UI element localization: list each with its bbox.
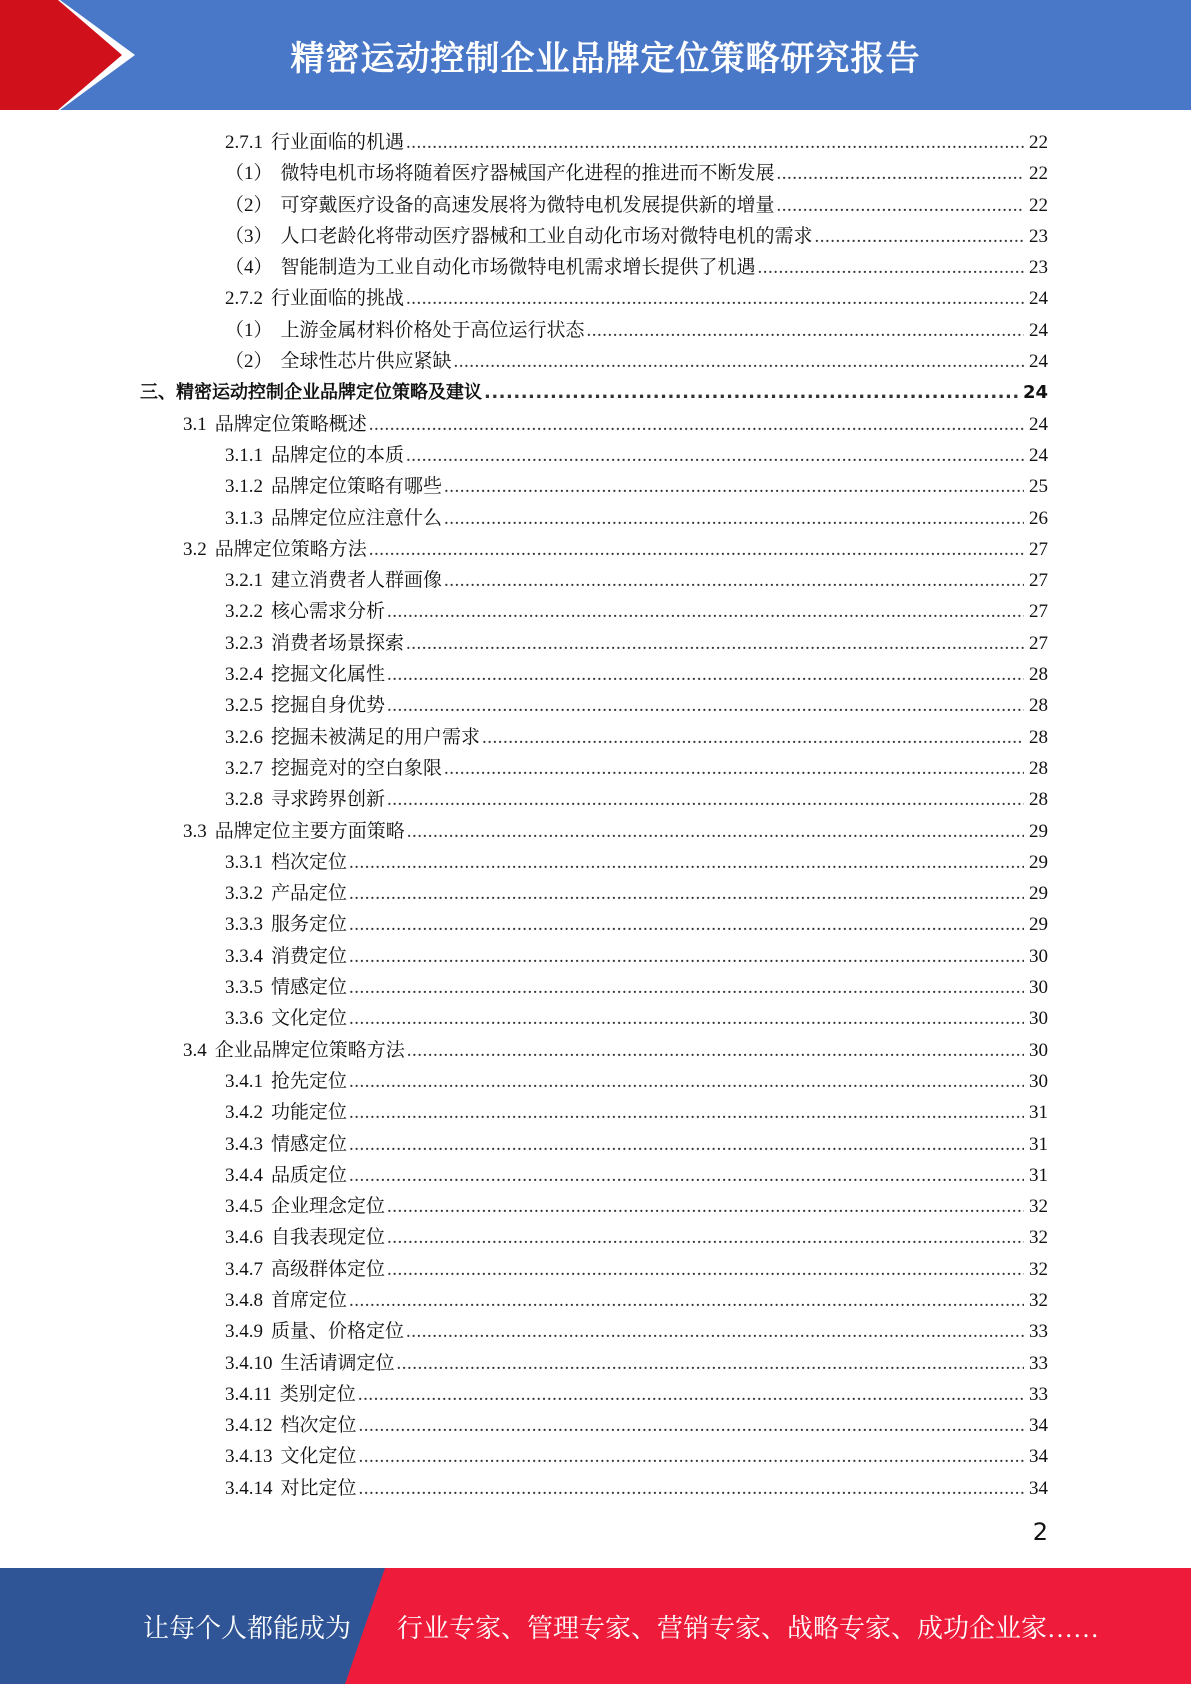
toc-entry-number: 3.2.7 bbox=[225, 757, 263, 779]
toc-leader-dots bbox=[777, 190, 1024, 221]
toc-entry-label: 功能定位 bbox=[271, 1102, 348, 1124]
toc-leader-dots bbox=[349, 909, 1024, 940]
toc-entry-number: 2.7.1 bbox=[225, 132, 263, 153]
toc-entry-label: 文化定位 bbox=[271, 1008, 348, 1030]
toc-entry-number: 3.2.1 bbox=[225, 570, 263, 592]
toc-entry-page: 27 bbox=[1029, 538, 1048, 560]
toc-entry-number: 3.4.6 bbox=[225, 1227, 263, 1249]
toc-entry-number: 3.4.4 bbox=[225, 1164, 263, 1186]
toc-entry-number: （2） bbox=[225, 351, 273, 373]
toc-entry-label: 情感定位 bbox=[271, 977, 348, 999]
toc-entry[interactable] bbox=[140, 1316, 1048, 1347]
toc-entry-label: 抢先定位 bbox=[271, 1070, 348, 1092]
toc-entry-number: 3.3.6 bbox=[225, 1008, 263, 1030]
toc-leader-dots bbox=[815, 221, 1024, 252]
toc-entry-number: 3.1.3 bbox=[225, 507, 263, 529]
toc-entry[interactable] bbox=[140, 283, 1048, 314]
toc-entry-page: 30 bbox=[1029, 977, 1048, 999]
toc-leader-dots bbox=[387, 1191, 1024, 1222]
toc-leader-dots bbox=[349, 1097, 1024, 1128]
toc-entry[interactable] bbox=[140, 878, 1048, 909]
toc-entry-number: （1） bbox=[225, 319, 273, 341]
toc-leader-dots bbox=[349, 1003, 1024, 1034]
toc-leader-dots bbox=[406, 283, 1024, 314]
toc-entry-page: 27 bbox=[1029, 601, 1048, 623]
toc-leader-dots bbox=[369, 534, 1024, 565]
toc-entry[interactable] bbox=[140, 1160, 1048, 1191]
toc-entry-number: 3.1 bbox=[183, 413, 207, 435]
toc-entry-page: 29 bbox=[1029, 820, 1048, 842]
toc-entry[interactable] bbox=[140, 252, 1048, 283]
toc-leader-dots bbox=[359, 1441, 1024, 1472]
toc-leader-dots bbox=[387, 659, 1024, 690]
toc-entry-label: 生活请调定位 bbox=[280, 1352, 395, 1374]
toc-entry[interactable] bbox=[140, 1473, 1048, 1504]
toc-entry-number: （2） bbox=[225, 194, 273, 216]
toc-entry[interactable] bbox=[140, 190, 1048, 221]
toc-leader-dots bbox=[387, 1254, 1024, 1285]
toc-entry[interactable] bbox=[140, 847, 1048, 878]
toc-entry-label: 情感定位 bbox=[271, 1133, 348, 1155]
toc-entry-page: 30 bbox=[1029, 945, 1048, 967]
toc-entry-label: 挖掘文化属性 bbox=[271, 664, 386, 686]
toc-entry-page: 31 bbox=[1029, 1102, 1048, 1124]
toc-entry-page: 25 bbox=[1029, 476, 1048, 498]
toc-leader-dots bbox=[407, 1035, 1024, 1066]
toc-entry[interactable] bbox=[140, 1097, 1048, 1128]
toc-entry-page: 23 bbox=[1029, 257, 1048, 279]
toc-entry-page: 29 bbox=[1029, 914, 1048, 936]
toc-entry-label: 行业面临的机遇 bbox=[271, 132, 405, 153]
toc-entry-label: 企业理念定位 bbox=[271, 1196, 386, 1218]
toc-entry[interactable] bbox=[140, 440, 1048, 471]
toc-entry[interactable] bbox=[140, 1222, 1048, 1253]
toc-entry-number: 3.1.2 bbox=[225, 476, 263, 498]
toc-entry-number: 3.2.4 bbox=[225, 664, 263, 686]
toc-leader-dots bbox=[387, 596, 1024, 627]
toc-entry-page: 32 bbox=[1029, 1289, 1048, 1311]
toc-entry-label: 人口老龄化将带动医疗器械和工业自动化市场对微特电机的需求 bbox=[280, 225, 813, 247]
toc-entry-number: （1） bbox=[225, 163, 273, 185]
toc-entry[interactable] bbox=[140, 1348, 1048, 1379]
toc-entry[interactable] bbox=[140, 784, 1048, 815]
toc-leader-dots bbox=[387, 690, 1024, 721]
toc-entry-label: 消费者场景探索 bbox=[271, 632, 405, 654]
toc-entry-page: 34 bbox=[1029, 1446, 1048, 1468]
toc-entry-page: 24 bbox=[1029, 319, 1048, 341]
toc-entry-label: 文化定位 bbox=[280, 1446, 357, 1468]
toc-entry-page: 24 bbox=[1022, 382, 1048, 404]
toc-entry[interactable] bbox=[140, 628, 1048, 659]
toc-entry[interactable] bbox=[140, 1441, 1048, 1472]
toc-leader-dots bbox=[444, 471, 1024, 502]
toc-entry[interactable] bbox=[140, 1254, 1048, 1285]
toc-entry-label: 寻求跨界创新 bbox=[271, 789, 386, 811]
toc-entry-label: 品牌定位主要方面策略 bbox=[214, 820, 405, 842]
toc-entry[interactable] bbox=[140, 659, 1048, 690]
toc-entry-page: 26 bbox=[1029, 507, 1048, 529]
toc-entry-label: 品牌定位应注意什么 bbox=[271, 507, 443, 529]
page-number: 2 bbox=[1032, 1518, 1048, 1546]
toc-leader-dots bbox=[349, 972, 1024, 1003]
toc-leader-dots bbox=[444, 503, 1024, 534]
toc-entry-page: 28 bbox=[1029, 664, 1048, 686]
toc-entry-page: 22 bbox=[1029, 132, 1048, 153]
toc-entry-number: 3.2.5 bbox=[225, 695, 263, 717]
toc-entry-label: 档次定位 bbox=[280, 1415, 357, 1437]
toc-entry-label: 品牌定位的本质 bbox=[271, 444, 405, 466]
toc-entry-number: 3.2.3 bbox=[225, 632, 263, 654]
toc-entry-label: 企业品牌定位策略方法 bbox=[214, 1039, 405, 1061]
toc-entry-label: 全球性芯片供应紧缺 bbox=[280, 351, 452, 373]
toc-leader-dots bbox=[359, 1410, 1024, 1441]
toc-leader-dots bbox=[349, 1160, 1024, 1191]
toc-entry[interactable] bbox=[140, 722, 1048, 753]
toc-entry[interactable] bbox=[140, 534, 1048, 565]
toc-entry[interactable] bbox=[140, 816, 1048, 847]
toc-entry-label: 智能制造为工业自动化市场微特电机需求增长提供了机遇 bbox=[280, 257, 756, 279]
toc-leader-dots bbox=[444, 753, 1024, 784]
toc-entry-number: 3.4 bbox=[183, 1039, 207, 1061]
toc-leader-dots bbox=[406, 440, 1024, 471]
toc-entry-page: 32 bbox=[1029, 1196, 1048, 1218]
toc-entry-number: 2.7.2 bbox=[225, 288, 263, 310]
toc-entry-page: 32 bbox=[1029, 1258, 1048, 1280]
toc-leader-dots bbox=[444, 565, 1024, 596]
toc-entry-page: 23 bbox=[1029, 225, 1048, 247]
toc-leader-dots bbox=[484, 377, 1021, 408]
toc-entry-label: 核心需求分析 bbox=[271, 601, 386, 623]
toc-entry[interactable] bbox=[140, 503, 1048, 534]
toc-leader-dots bbox=[369, 409, 1024, 440]
toc-entry-number: 3.4.11 bbox=[225, 1383, 272, 1405]
toc-entry-page: 22 bbox=[1029, 194, 1048, 216]
toc-leader-dots bbox=[349, 1129, 1024, 1160]
toc-leader-dots bbox=[387, 1222, 1024, 1253]
toc-entry-label: 档次定位 bbox=[271, 851, 348, 873]
toc-leader-dots bbox=[777, 158, 1024, 189]
toc-entry-page: 31 bbox=[1029, 1164, 1048, 1186]
toc-entry-page: 27 bbox=[1029, 632, 1048, 654]
toc-entry[interactable] bbox=[140, 409, 1048, 440]
toc-leader-dots bbox=[587, 315, 1024, 346]
toc-entry-label: 精密运动控制企业品牌定位策略及建议 bbox=[176, 382, 482, 404]
toc-entry-number: 3.4.7 bbox=[225, 1258, 263, 1280]
toc-entry[interactable] bbox=[140, 315, 1048, 346]
toc-entry-number: 3.3.4 bbox=[225, 945, 263, 967]
toc-entry[interactable] bbox=[140, 1379, 1048, 1410]
toc-entry-label: 上游金属材料价格处于高位运行状态 bbox=[280, 319, 585, 341]
toc-entry[interactable] bbox=[140, 1003, 1048, 1034]
toc-entry-page: 28 bbox=[1029, 789, 1048, 811]
toc-leader-dots bbox=[349, 878, 1024, 909]
toc-entry-page: 33 bbox=[1029, 1352, 1048, 1374]
toc-entry-page: 33 bbox=[1029, 1321, 1048, 1343]
toc-entry[interactable] bbox=[140, 127, 1048, 158]
toc-entry-page: 34 bbox=[1029, 1415, 1048, 1437]
toc-entry-page: 24 bbox=[1029, 288, 1048, 310]
toc-entry[interactable] bbox=[140, 565, 1048, 596]
toc-entry[interactable] bbox=[140, 753, 1048, 784]
toc-entry-label: 质量、价格定位 bbox=[271, 1321, 405, 1343]
footer-slogan: 让每个人都能成为 bbox=[143, 1613, 352, 1643]
toc-entry-label: 微特电机市场将随着医疗器械国产化进程的推进而不断发展 bbox=[280, 163, 775, 185]
toc-entry-number: 3.4.1 bbox=[225, 1070, 263, 1092]
toc-entry-label: 挖掘竞对的空白象限 bbox=[271, 757, 443, 779]
toc-leader-dots bbox=[349, 847, 1024, 878]
toc-entry-number: 3.4.3 bbox=[225, 1133, 263, 1155]
toc-leader-dots bbox=[407, 816, 1024, 847]
toc-entry[interactable] bbox=[140, 596, 1048, 627]
toc-entry[interactable] bbox=[140, 1410, 1048, 1441]
toc-entry[interactable] bbox=[140, 158, 1048, 189]
toc-leader-dots bbox=[406, 1316, 1024, 1347]
toc-entry-number: 3.4.5 bbox=[225, 1196, 263, 1218]
toc-entry[interactable] bbox=[140, 1129, 1048, 1160]
toc-entry-page: 22 bbox=[1029, 163, 1048, 185]
toc-entry-label: 对比定位 bbox=[280, 1477, 357, 1499]
toc-entry[interactable] bbox=[140, 972, 1048, 1003]
toc-entry[interactable] bbox=[140, 471, 1048, 502]
toc-entry-number: 3.4.13 bbox=[225, 1446, 273, 1468]
toc-entry-page: 24 bbox=[1029, 351, 1048, 373]
toc-entry-page: 30 bbox=[1029, 1039, 1048, 1061]
toc-entry-label: 消费定位 bbox=[271, 945, 348, 967]
toc-entry-label: 自我表现定位 bbox=[271, 1227, 386, 1249]
toc-entry-label: 品质定位 bbox=[271, 1164, 348, 1186]
toc-entry-label: 行业面临的挑战 bbox=[271, 288, 405, 310]
footer-roles: 行业专家、管理专家、营销专家、战略专家、成功企业家…… bbox=[397, 1613, 1100, 1643]
toc-entry-number: 3.2 bbox=[183, 538, 207, 560]
toc-leader-dots bbox=[406, 628, 1024, 659]
toc-entry-number: 3.3.2 bbox=[225, 883, 263, 905]
toc-entry[interactable] bbox=[140, 221, 1048, 252]
toc-entry-number: 3.4.8 bbox=[225, 1289, 263, 1311]
toc-entry[interactable] bbox=[140, 1285, 1048, 1316]
toc-entry-label: 建立消费者人群画像 bbox=[271, 570, 443, 592]
toc-entry-number: 3.1.1 bbox=[225, 444, 263, 466]
toc-leader-dots bbox=[454, 346, 1024, 377]
toc-entry-page: 33 bbox=[1029, 1383, 1048, 1405]
toc-entry-label: 服务定位 bbox=[271, 914, 348, 936]
toc-entry-number: 3.2.8 bbox=[225, 789, 263, 811]
toc-leader-dots bbox=[397, 1348, 1024, 1379]
toc-entry-number: 3.4.9 bbox=[225, 1321, 263, 1343]
footer-banner bbox=[0, 1568, 1191, 1684]
toc-entry-page: 28 bbox=[1029, 695, 1048, 717]
report-title: 精密运动控制企业品牌定位策略研究报告 bbox=[290, 38, 921, 79]
toc-entry-label: 品牌定位策略概述 bbox=[214, 413, 367, 435]
toc-entry-page: 27 bbox=[1029, 570, 1048, 592]
toc-entry-page: 29 bbox=[1029, 851, 1048, 873]
toc-entry-label: 品牌定位策略有哪些 bbox=[271, 476, 443, 498]
toc-leader-dots bbox=[387, 784, 1024, 815]
toc-entry-label: 首席定位 bbox=[271, 1289, 348, 1311]
toc-entry-number: 3.3.3 bbox=[225, 914, 263, 936]
toc-entry-number: 3.2.2 bbox=[225, 601, 263, 623]
toc-entry-number: 3.4.2 bbox=[225, 1102, 263, 1124]
toc-entry-label: 挖掘未被满足的用户需求 bbox=[271, 726, 481, 748]
toc-entry[interactable] bbox=[140, 941, 1048, 972]
toc-entry-label: 挖掘自身优势 bbox=[271, 695, 386, 717]
toc-entry-number: 3.4.14 bbox=[225, 1477, 273, 1499]
toc-entry[interactable] bbox=[140, 690, 1048, 721]
toc-entry-number: 3.2.6 bbox=[225, 726, 263, 748]
toc-entry-number: 三、 bbox=[140, 382, 176, 404]
toc-leader-dots bbox=[758, 252, 1024, 283]
toc-entry-page: 30 bbox=[1029, 1008, 1048, 1030]
toc-entry[interactable] bbox=[140, 1066, 1048, 1097]
toc-entry-page: 28 bbox=[1029, 757, 1048, 779]
toc-entry-page: 32 bbox=[1029, 1227, 1048, 1249]
toc-entry-label: 高级群体定位 bbox=[271, 1258, 386, 1280]
toc-leader-dots bbox=[358, 1379, 1024, 1410]
toc-entry[interactable] bbox=[140, 909, 1048, 940]
toc-entry[interactable] bbox=[140, 1191, 1048, 1222]
toc-leader-dots bbox=[406, 127, 1024, 158]
toc-entry-number: 3.3.5 bbox=[225, 977, 263, 999]
toc-leader-dots bbox=[482, 722, 1024, 753]
toc-entry-number: 3.3 bbox=[183, 820, 207, 842]
toc-entry-page: 28 bbox=[1029, 726, 1048, 748]
header-banner bbox=[0, 0, 1191, 110]
toc-entry-label: 类别定位 bbox=[279, 1383, 356, 1405]
toc-entry-number: 3.3.1 bbox=[225, 851, 263, 873]
toc-entry-number: 3.4.10 bbox=[225, 1352, 273, 1374]
toc-entry[interactable] bbox=[140, 377, 1048, 408]
toc-entry[interactable] bbox=[140, 1035, 1048, 1066]
toc-entry-label: 品牌定位策略方法 bbox=[214, 538, 367, 560]
toc-entry-page: 34 bbox=[1029, 1477, 1048, 1499]
toc-entry-label: 可穿戴医疗设备的高速发展将为微特电机发展提供新的增量 bbox=[280, 194, 775, 216]
toc-entry-page: 24 bbox=[1029, 444, 1048, 466]
toc-leader-dots bbox=[359, 1473, 1024, 1504]
toc-entry-label: 产品定位 bbox=[271, 883, 348, 905]
toc-entry-page: 30 bbox=[1029, 1070, 1048, 1092]
toc-entry-page: 24 bbox=[1029, 413, 1048, 435]
table-of-contents bbox=[140, 127, 1048, 1504]
toc-leader-dots bbox=[349, 941, 1024, 972]
toc-leader-dots bbox=[349, 1285, 1024, 1316]
toc-entry[interactable] bbox=[140, 346, 1048, 377]
toc-entry-page: 29 bbox=[1029, 883, 1048, 905]
toc-entry-number: 3.4.12 bbox=[225, 1415, 273, 1437]
header-arrow-icon bbox=[0, 0, 160, 110]
toc-entry-page: 31 bbox=[1029, 1133, 1048, 1155]
toc-entry-number: （4） bbox=[225, 257, 273, 279]
toc-leader-dots bbox=[349, 1066, 1024, 1097]
toc-entry-number: （3） bbox=[225, 225, 273, 247]
